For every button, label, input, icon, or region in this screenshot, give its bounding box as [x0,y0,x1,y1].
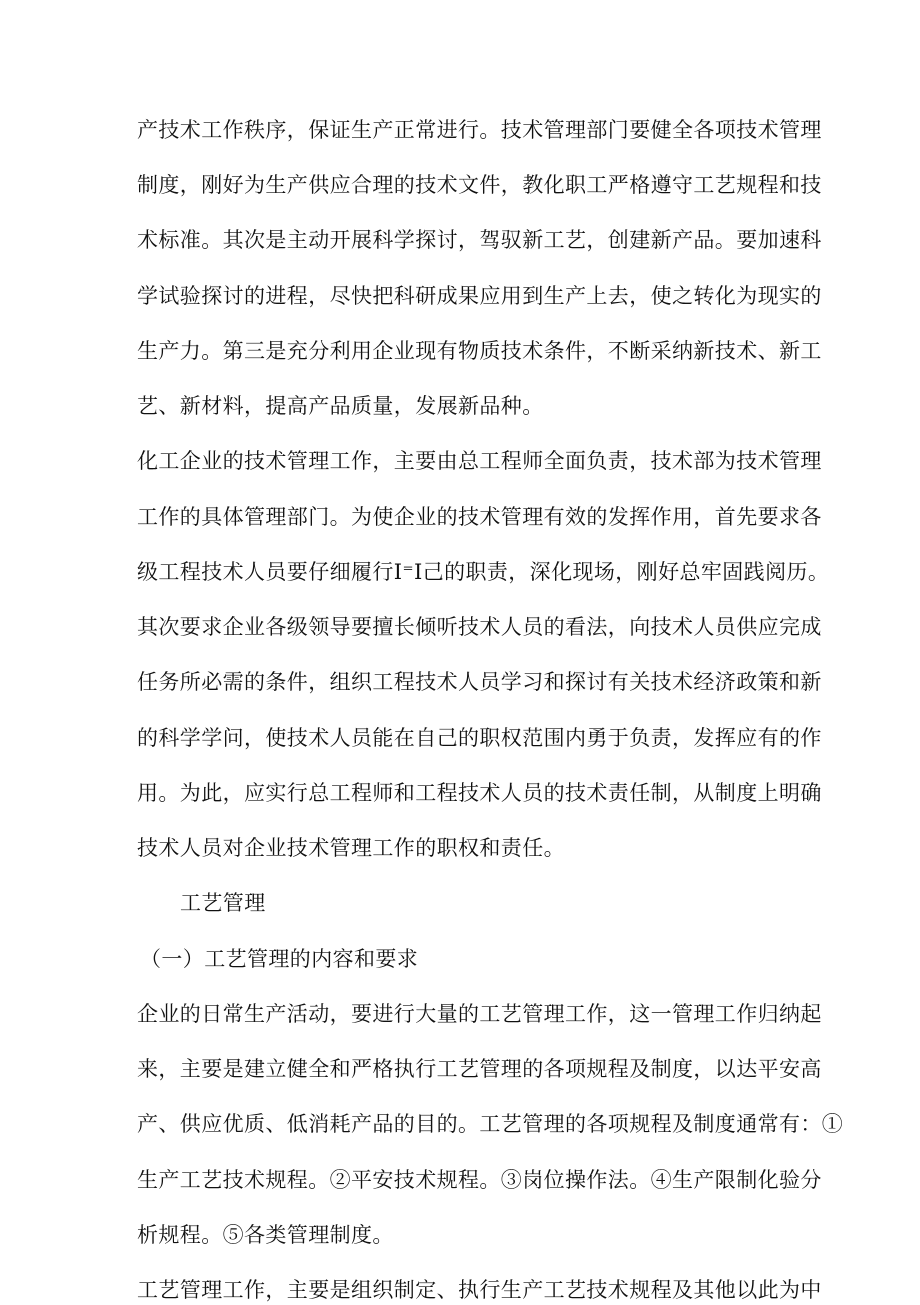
text-line: 制度，刚好为生产供应合理的技术文件，教化职工严格遵守工艺规程和技 [137,173,822,197]
text-line: 化工企业的技术管理工作，主要由总工程师全面负责，技术部为技术管理 [137,449,822,473]
text-line: 生产力。第三是充分利用企业现有物质技术条件，不断采纳新技术、新工 [137,339,822,363]
text-line: 级工程技术人员要仔细履行I⁼I己的职责，深化现场，刚好总牢固践阅历。 [137,560,830,584]
text-line: 用。为此，应实行总工程师和工程技术人员的技术责任制，从制度上明确 [137,781,822,805]
text-line: 术标准。其次是主动开展科学探讨，驾驭新工艺，创建新产品。要加速科 [137,228,822,252]
text-line: 工作的具体管理部门。为使企业的技术管理有效的发挥作用，首先要求各 [137,505,822,529]
text-line: 工艺管理工作，主要是组织制定、执行生产工艺技术规程及其他以此为中 [137,1278,822,1302]
text-line: 产、供应优质、低消耗产品的目的。工艺管理的各项规程及制度通常有：① [137,1112,844,1136]
subsection-heading: （一）工艺管理的内容和要求 [140,947,419,971]
text-line: 艺、新材料，提高产品质量，发展新品种。 [137,394,544,418]
text-line: 企业的日常生产活动，要进行大量的工艺管理工作，这一管理工作归纳起 [137,1002,822,1026]
text-line: 学试验探讨的进程，尽快把科研成果应用到生产上去，使之转化为现实的 [137,284,822,308]
text-line: 来，主要是建立健全和严格执行工艺管理的各项规程及制度，以达平安高 [137,1057,822,1081]
text-line: 析规程。⑤各类管理制度。 [137,1223,394,1247]
text-line: 其次要求企业各级领导要擅长倾听技术人员的看法，向技术人员供应完成 [137,615,822,639]
text-line: 任务所必需的条件，组织工程技术人员学习和探讨有关技术经济政策和新 [137,670,822,694]
text-line: 技术人员对企业技术管理工作的职权和责任。 [137,836,565,860]
text-line: 的科学学问，使技术人员能在自己的职权范围内勇于负责，发挥应有的作 [137,726,822,750]
text-line: 生产工艺技术规程。②平安技术规程。③岗位操作法。④生产限制化验分 [137,1168,822,1192]
section-heading: 工艺管理 [180,891,266,915]
text-line: 产技术工作秩序，保证生产正常进行。技术管理部门要健全各项技术管理 [137,118,822,142]
